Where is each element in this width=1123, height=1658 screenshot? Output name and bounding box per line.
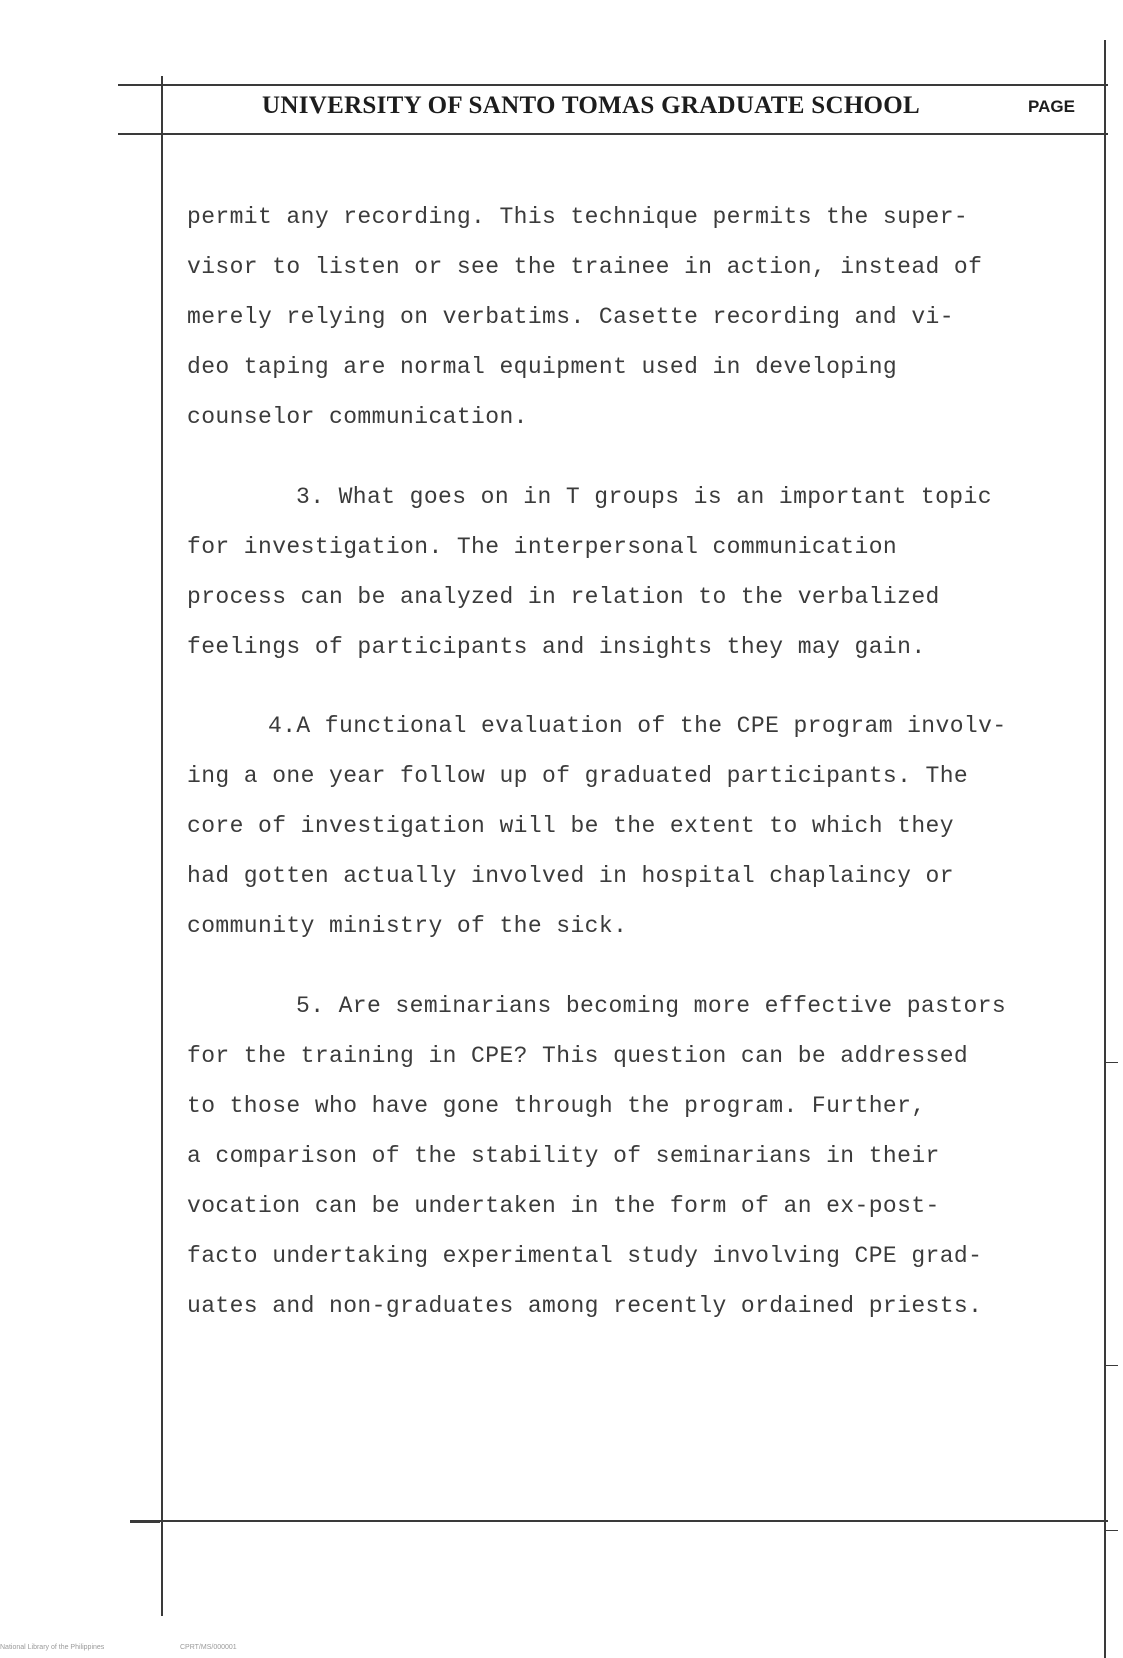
body-line: 3. What goes on in T groups is an important topic bbox=[296, 484, 992, 510]
body-line: ing a one year follow up of graduated participants. The bbox=[187, 763, 969, 789]
footer-id: CPRT/MS/000001 bbox=[180, 1644, 237, 1651]
body-line: counselor communication. bbox=[187, 404, 528, 430]
body-line: permit any recording. This technique permits the super- bbox=[187, 204, 969, 230]
footer-note: National Library of the Philippines bbox=[0, 1644, 105, 1651]
body-line: 4.A functional evaluation of the CPE program involv- bbox=[268, 713, 1007, 739]
body-line: for the training in CPE? This question can be addressed bbox=[187, 1043, 969, 1069]
header-title: UNIVERSITY OF SANTO TOMAS GRADUATE SCHOOL bbox=[262, 92, 921, 119]
body-line: had gotten actually involved in hospital chaplaincy or bbox=[187, 863, 954, 889]
body-line: community ministry of the sick. bbox=[187, 913, 628, 939]
body-line: process can be analyzed in relation to the verbalized bbox=[187, 584, 940, 610]
body-line: feelings of participants and insights they may gain. bbox=[187, 634, 926, 660]
body-line: core of investigation will be the extent to which they bbox=[187, 813, 954, 839]
body-line: a comparison of the stability of seminarians in their bbox=[187, 1143, 940, 1169]
body-line: uates and non-graduates among recently ordained priests. bbox=[187, 1293, 983, 1319]
header-page-label: PAGE bbox=[1028, 97, 1075, 116]
body-line: to those who have gone through the program. Further, bbox=[187, 1093, 926, 1119]
body-line: for investigation. The interpersonal communication bbox=[187, 534, 898, 560]
body-line: 5. Are seminarians becoming more effective pastors bbox=[296, 993, 1007, 1019]
body-line: deo taping are normal equipment used in developing bbox=[187, 354, 898, 380]
body-line: facto undertaking experimental study involving CPE grad- bbox=[187, 1243, 983, 1269]
body-line: merely relying on verbatims. Casette recording and vi- bbox=[187, 304, 954, 330]
body-line: visor to listen or see the trainee in action, instead of bbox=[187, 254, 983, 280]
body-line: vocation can be undertaken in the form of an ex-post- bbox=[187, 1193, 940, 1219]
